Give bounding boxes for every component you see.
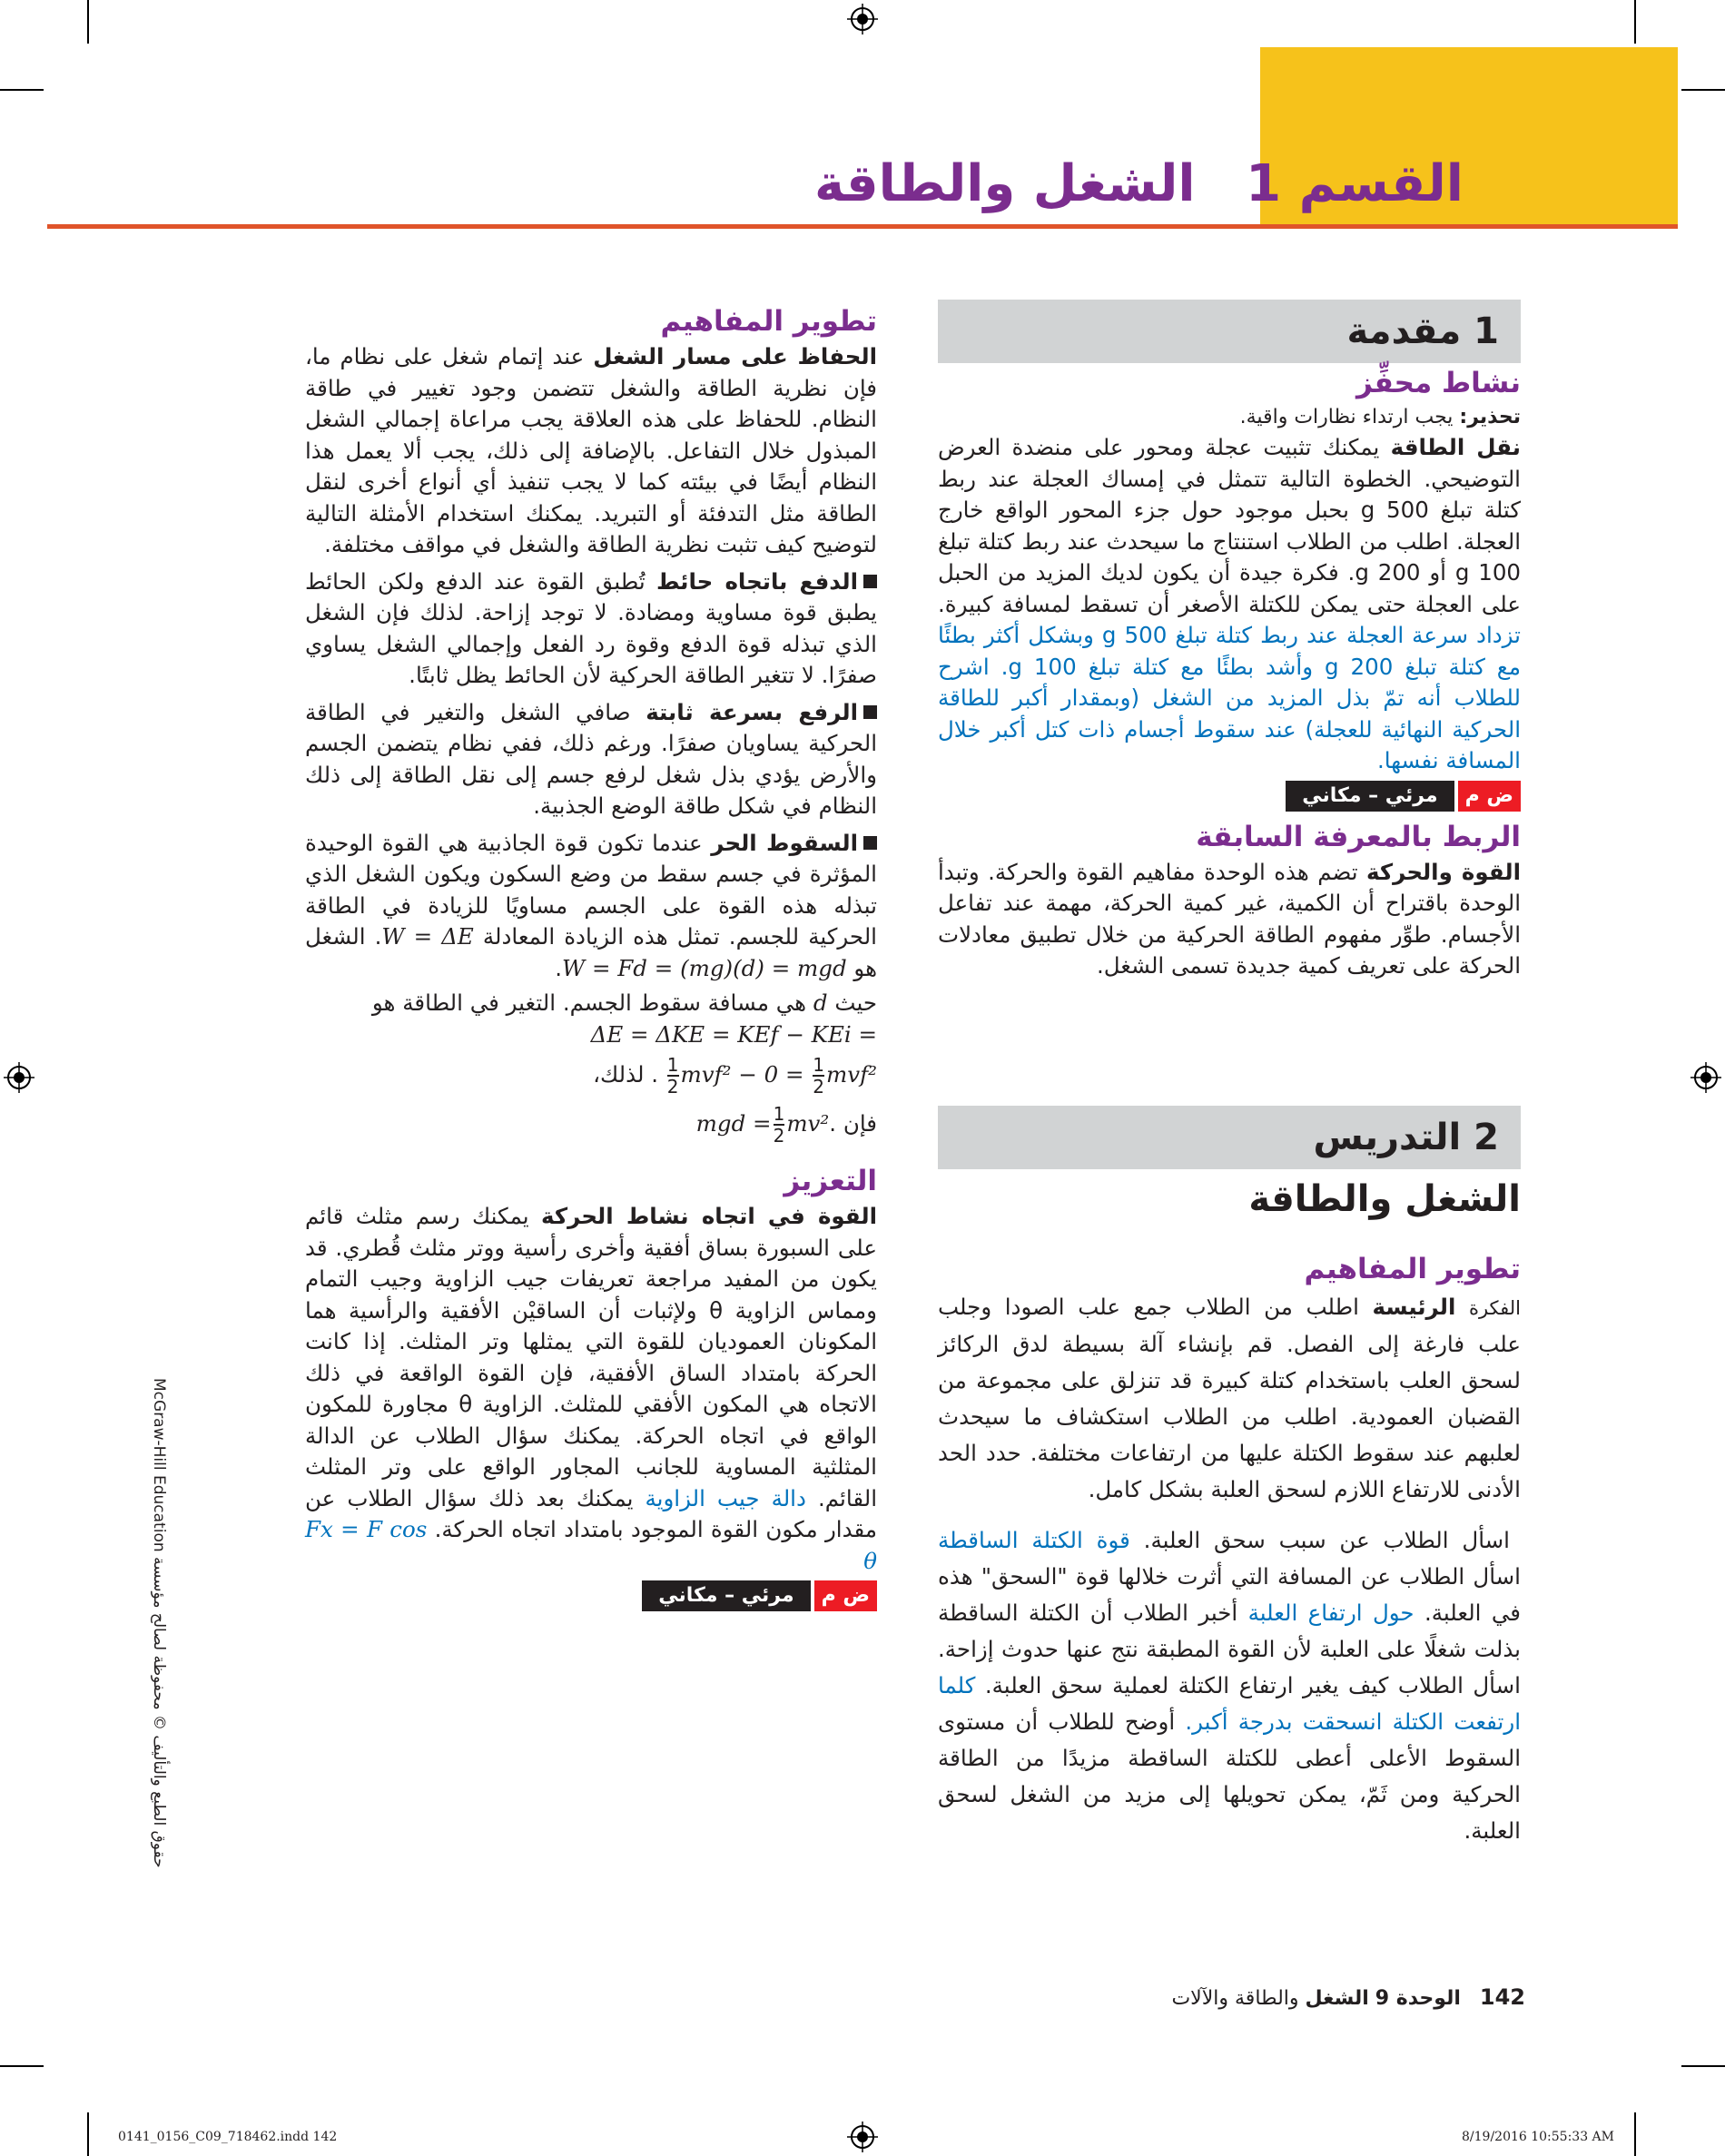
unit-label: الوحدة 9 xyxy=(1375,1987,1461,2010)
square-bullet-icon xyxy=(863,705,877,719)
equation-mgd-right: mv² xyxy=(786,1110,830,1137)
text-4: أوضح للطلاب أن مستوى السقوط الأعلى أعطى للكتلة الساقطة مزيدًا من الطاقة الحركية ومن ثَمّ، يمكن تحويلها إلى مزيد من الشغل لسحق العلبة. xyxy=(938,1708,1521,1844)
crop-mark xyxy=(1681,89,1725,91)
unit-rest: والطاقة والآلات xyxy=(1171,1987,1299,2010)
fraction-denominator: 2 xyxy=(813,1076,825,1098)
motivate-heading: نشاط محفِّز xyxy=(1356,367,1521,399)
activity-lead: نقل الطاقة xyxy=(1390,434,1521,460)
left-column xyxy=(305,301,877,1611)
reinforce-paragraph xyxy=(305,1201,877,1577)
equation-ke-left: mvf² − 0 = xyxy=(680,1061,804,1088)
equation-ke-end: . لذلك، xyxy=(593,1061,658,1088)
text-3: أخبر الطلاب أن الكتلة الساقطة بذلت شغلًا على العلبة لأن القوة المطبقة نتج عنها حدوث إزاحة. اسأل الطلاب كيف يغير ارتفاع الكتلة لعملية سحق العلبة. xyxy=(938,1600,1521,1698)
crop-mark xyxy=(0,89,44,91)
reinforce-answer: دالة جيب الزاوية xyxy=(645,1484,806,1511)
where-variable: d xyxy=(813,989,828,1016)
registration-target-icon xyxy=(847,2122,878,2152)
main-idea-text: اطلب من الطلاب جمع علب الصودا وجلب علب فارغة إلى الفصل. قم بإنشاء آلة بسيطة لدق الركائز لسحق العلب باستخدام كتلة كبيرة قد تنزلق على مجموعة من القضبان العمودية. اطلب من الطلاب استكشاف ما سيحدث لعلبهم عند سقوط الكتلة عليها من ارتفاعات مختلفة. حدد الحد الأدنى للارتفاع اللازم لسحق العلبة بشكل كامل. xyxy=(938,1294,1521,1502)
bullet-freefall xyxy=(305,828,877,985)
section-number: 1 xyxy=(1246,154,1282,213)
equation-energy: ΔE = ΔKE = KEf − KEi = xyxy=(590,1020,877,1048)
reinforce-equation: Fx = F cos θ xyxy=(305,1516,877,1574)
crop-mark xyxy=(1681,2065,1725,2067)
section-label: القسم xyxy=(1298,154,1464,213)
left-develop-heading: تطوير المفاهيم xyxy=(660,305,877,338)
equation-mgd xyxy=(696,1099,836,1148)
unit-bold: الشغل xyxy=(1305,1987,1369,2010)
diff-tag: ض م xyxy=(814,1580,877,1611)
question-1: اسأل الطلاب عن سبب سحق العلبة. xyxy=(1143,1527,1510,1553)
teach-band: 2 التدريس xyxy=(938,1106,1521,1169)
equation-mgd-period: . xyxy=(829,1110,837,1137)
page-number: 142 xyxy=(1479,1984,1525,2010)
crop-mark xyxy=(87,2112,89,2156)
learning-style-tag: مرئي – مكاني xyxy=(1286,781,1454,812)
conserve-lead: الحفاظ على مسار الشغل xyxy=(593,343,877,369)
where-rest: هي مسافة سقوط الجسم. التغير في الطاقة هو xyxy=(371,989,807,1016)
tag-row xyxy=(938,781,1521,812)
caution-text: يجب ارتداء نظارات واقية. xyxy=(1239,406,1454,428)
conserve-text: عند إتمام شغل على نظام ما، فإن نظرية الطاقة والشغل تتضمن وجود تغيير في طاقة النظام. للحفاظ على هذه العلاقة يجب مراعاة إجمالي الشغل المبذول خلال التفاعل. بالإضافة إلى ذلك، يجب ألا يعمل هذا النظام أيضًا في بيئته كما لا يجب تنفيذ أي أنواع أخرى لنقل الطاقة مثل التدفئة أو التبريد. يمكنك استخدام الأمثلة التالية لتوضيح كيف تثبت نظرية الطاقة والشغل في مواقف مختلفة. xyxy=(305,343,877,557)
bullet-lift xyxy=(305,697,877,822)
fraction-numerator: 1 xyxy=(773,1103,785,1125)
right-column-top xyxy=(938,363,1521,982)
equation-ke-right: mvf² xyxy=(826,1061,877,1088)
square-bullet-icon xyxy=(863,836,877,850)
answer-1: قوة الكتلة الساقطة xyxy=(938,1527,1130,1553)
crop-mark xyxy=(1634,0,1636,44)
prior-knowledge-heading: الربط بالمعرفة السابقة xyxy=(1196,820,1521,853)
reinforce-heading: التعزيز xyxy=(784,1165,877,1197)
equation-mgd-line xyxy=(305,1099,877,1148)
equation-energy-line xyxy=(305,1019,877,1051)
reinforce-text-2: يمكنك بعد ذلك سؤال الطلاب عن مقدار مكون القوة الموجود بامتداد اتجاه الحركة. xyxy=(305,1484,877,1542)
fraction-half xyxy=(667,1055,679,1097)
equation-mgd-left: mgd = xyxy=(695,1110,772,1137)
main-idea-paragraph xyxy=(938,1289,1521,1508)
fraction-half xyxy=(813,1055,824,1097)
equation-ke xyxy=(665,1050,877,1099)
fraction-numerator: 1 xyxy=(666,1054,679,1076)
bullet-lift-lead: الرفع بسرعة ثابتة xyxy=(646,698,858,725)
fraction-half xyxy=(774,1104,785,1146)
reinforce-lead: القوة في اتجاه نشاط الحركة xyxy=(541,1203,878,1229)
answer-2: حول ارتفاع العلبة xyxy=(1247,1600,1414,1626)
questions-paragraph xyxy=(938,1522,1521,1849)
question-2: اسأل الطلاب عن المسافة التي أثرت خلالها قوة "السحق" هذه في العلبة. xyxy=(938,1563,1521,1626)
answer-3: كلما ارتفعت الكتلة انسحقت بدرجة أكبر. xyxy=(938,1672,1521,1735)
equation-w-de: W = ΔE xyxy=(381,923,474,950)
where-lead: حيث xyxy=(834,989,877,1016)
prior-text: تضم هذه الوحدة مفاهيم القوة والحركة. وتبدأ الوحدة باقتراح أن الكمية، غير كمية الحركة، مهمة عند تفاعل الأجسام. طوِّر مفهوم الطاقة الحركية من خلال تطبيق معادلات الحركة على تعريف كمية جديدة تسمى الشغل. xyxy=(938,858,1521,979)
slug-date: 8/19/2016 10:55:33 AM xyxy=(1462,2130,1615,2144)
intro-band: 1 مقدمة xyxy=(938,300,1521,363)
diff-tag: ض م xyxy=(1458,781,1521,812)
title-rule xyxy=(47,224,1678,229)
caution-label: تحذير: xyxy=(1459,406,1521,428)
fraction-denominator: 2 xyxy=(773,1125,785,1147)
activity-paragraph xyxy=(938,432,1521,777)
activity-answer: تزداد سرعة العجلة عند ربط كتلة تبلغ 500 g وبشكل أكثر بطئًا مع كتلة تبلغ 200 g وأشد بطئًا مع كتلة تبلغ 100 g. اشرح للطلاب أنه تمّ بذل المزيد من الشغل (وبمقدار أكبر للطاقة الحركية النهائية للعجلة) عند سقوط أجسام ذات كتل أكبر خلال المسافة نفسها. xyxy=(938,622,1522,773)
registration-target-icon xyxy=(847,4,878,34)
learning-style-tag: مرئي – مكاني xyxy=(642,1580,810,1611)
right-column-bottom xyxy=(938,1176,1521,1849)
where-line xyxy=(305,988,877,1019)
page-footer xyxy=(1035,1984,1525,2010)
fraction-numerator: 1 xyxy=(813,1054,825,1076)
bullet-lift-text: صافي الشغل والتغير في الطاقة الحركية يساويان صفرًا. ورغم ذلك، ففي نظام يتضمن الجسم والأرض يؤدي بذل شغل لرفع جسم إلى نقل الطاقة إلى ذلك النظام في شكل طاقة الوضع الجذبية. xyxy=(305,698,877,819)
registration-target-icon xyxy=(4,1062,34,1093)
equation-period: . xyxy=(555,954,563,981)
copyright-notice: McGraw-Hill Education حقوق الطبع والتأليف © محفوظة لصالح مؤسسة xyxy=(150,1378,168,1868)
bullet-freefall-text: عندما تكون قوة الجاذبية هي القوة الوحيدة المؤثرة في جسم سقط من وضع السكون ويكون الشغل الذي تبذله هذه القوة على الجسم مساويًا للزيادة في الطاقة الحركية للجسم. تمثل هذه الزيادة المعادلة xyxy=(305,829,877,950)
equation-mgd-lead: فإن xyxy=(843,1110,877,1137)
reinforce-text: يمكنك رسم مثلث قائم على السبورة بساق أفقية وأخرى رأسية ووتر مثلث قُطري. قد يكون من المفيد مراجعة تعريفات جيب الزاوية وجيب التمام ومماس الزاوية θ ولإثبات أن الساقيْن الأفقية والرأسية هما المكونان العموديان للقوة التي يمثلها وتر المثلث. إذا كانت الحركة بامتداد الساق الأفقية، فإن القوة الواقعة في ذلك الاتجاه هي المكون الأفقي للمثلث. الزاوية θ مجاورة للمكون الواقع في اتجاه الحركة. يمكنك سؤال الطلاب عن الدالة المثلثية المساوية للجانب المجاور الواقع على وتر المثلث القائم. xyxy=(305,1203,878,1511)
teach-heading: الشغل والطاقة xyxy=(1248,1178,1521,1220)
caution-paragraph xyxy=(938,403,1521,432)
prior-lead: القوة والحركة xyxy=(1365,858,1521,885)
tag-row xyxy=(305,1580,877,1611)
main-idea-bold: الرئيسة xyxy=(1372,1294,1456,1320)
prior-knowledge-paragraph xyxy=(938,857,1521,982)
bullet-wall xyxy=(305,566,877,692)
slug-file: 0141_0156_C09_718462.indd 142 xyxy=(118,2130,338,2144)
equation-ke-line xyxy=(305,1050,877,1099)
develop-concepts-heading: تطوير المفاهيم xyxy=(1304,1253,1521,1285)
section-title xyxy=(47,145,1464,223)
fraction-denominator: 2 xyxy=(666,1076,679,1098)
registration-target-icon xyxy=(1690,1062,1721,1093)
equation-w-fd: W = Fd = (mg)(d) = mgd xyxy=(562,954,847,981)
activity-text: يمكنك تثبيت عجلة ومحور على منضدة العرض التوضيحي. الخطوة التالية تتمثل في إمساك العجلة عند ربط كتلة تبلغ 500 g بحبل موجود حول جزء المحور الواقع خارج العجلة. اطلب من الطلاب استنتاج ما سيحدث عند ربط كتلة تبلغ 100 g أو 200 g. فكرة جيدة أن يكون لديك المزيد من الحبل على العجلة حتى يمكن للكتلة الأصغر أن تسقط لمسافة كبيرة. xyxy=(938,434,1521,617)
conserve-paragraph xyxy=(305,341,877,561)
main-idea-lead: الفكرة xyxy=(1468,1297,1522,1319)
crop-mark xyxy=(87,0,89,44)
equation-connector: . الشغل هو xyxy=(305,923,877,981)
bullet-wall-lead: الدفع باتجاه حائط xyxy=(656,567,859,595)
section-name: الشغل والطاقة xyxy=(814,154,1196,213)
square-bullet-icon xyxy=(863,575,877,588)
bullet-wall-text: تُطبق القوة عند الدفع ولكن الحائط يطبق قوة مساوية ومضادة. لا توجد إزاحة. لذلك فإن الشغل الذي تبذله قوة الدفع وقوة رد الفعل وإجمالي الشغل يساوي صفرًا. لا تتغير الطاقة الحركية لأن الحائط يظل ثابتًا. xyxy=(305,567,877,688)
crop-mark xyxy=(1634,2112,1636,2156)
crop-mark xyxy=(0,2065,44,2067)
bullet-freefall-lead: السقوط الحر xyxy=(711,829,858,856)
